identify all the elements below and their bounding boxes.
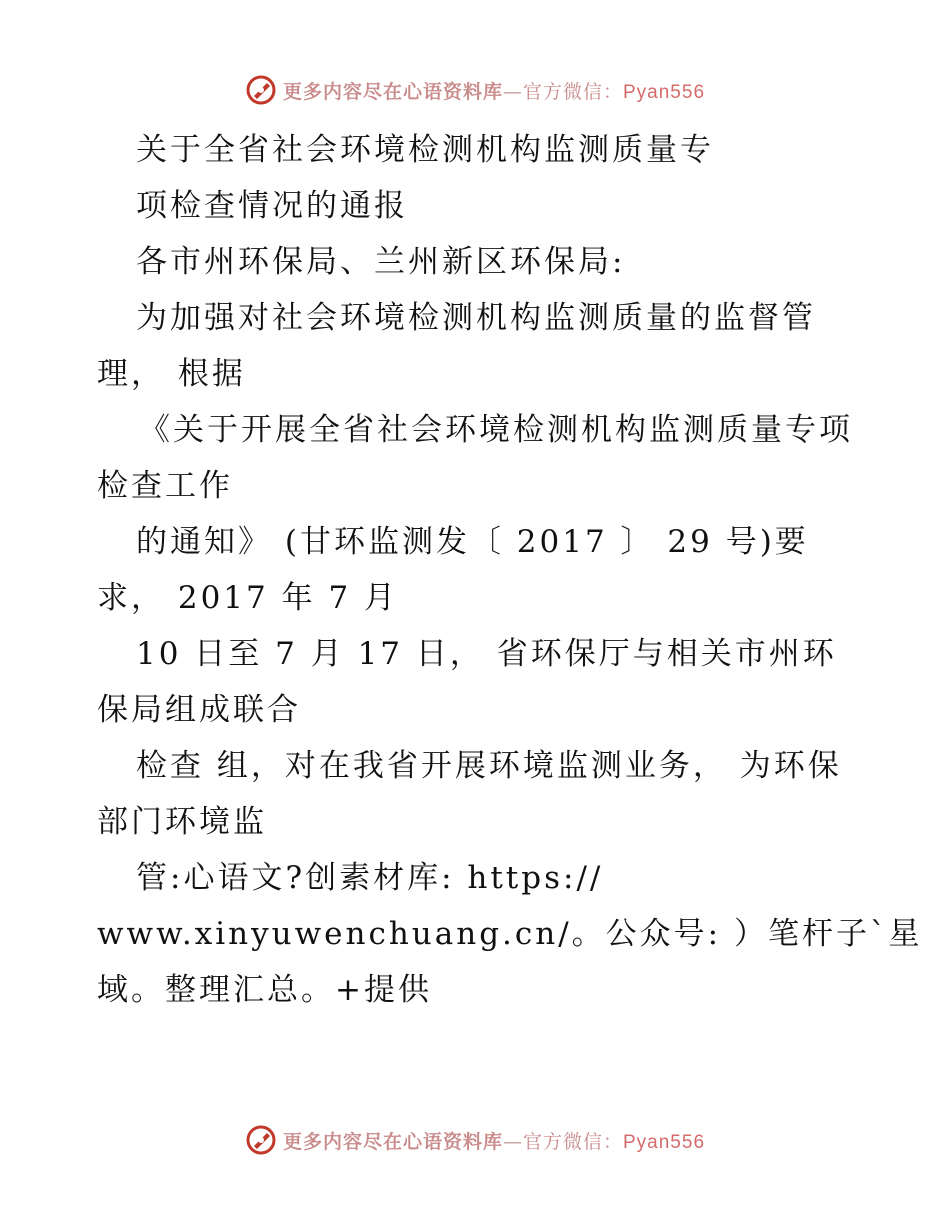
footer-watermark-banner [0, 1120, 950, 1160]
banner-wechat-id: Pyan556 [623, 81, 706, 103]
banner-dash: — [502, 80, 523, 103]
doc-paragraph-line: 检查工作 [97, 468, 233, 504]
doc-paragraph-line: 管:心语文?创素材库: https:// [136, 860, 604, 896]
doc-paragraph-line: 理， 根据 [97, 356, 246, 392]
doc-title-line-2: 项检查情况的通报 [136, 188, 408, 224]
doc-paragraph-line: 保局组成联合 [97, 692, 301, 728]
doc-paragraph-line: 《关于开展全省社会环境检测机构监测质量专项 [139, 412, 853, 448]
doc-paragraph-line: www.xinyuwenchuang.cn/。公众号: ）笔杆子`星 [97, 916, 923, 952]
banner-brand: 更多内容尽在心语资料库 [282, 1130, 503, 1153]
doc-paragraph-line: 部门环境监 [97, 804, 267, 840]
document-body [97, 122, 923, 1018]
banner-text [283, 77, 705, 104]
banner-wechat-label: 官方微信： [522, 80, 623, 103]
banner-text [283, 1127, 705, 1154]
banner-wechat-label: 官方微信： [522, 1130, 623, 1153]
banner-dash: — [502, 1130, 523, 1153]
banner-brand: 更多内容尽在心语资料库 [282, 80, 503, 103]
doc-paragraph-line: 检查 组，对在我省开展环境监测业务， 为环保 [136, 748, 842, 784]
banner-wechat-id: Pyan556 [623, 1131, 706, 1153]
doc-paragraph-line: 域。整理汇总。+提供 [97, 972, 432, 1008]
brand-logo-icon [245, 1124, 277, 1156]
header-watermark-banner [0, 70, 950, 110]
doc-paragraph-line: 求， 2017 年 7 月 [97, 580, 399, 616]
brand-logo-icon [245, 74, 277, 106]
doc-paragraph-line: 为加强对社会环境检测机构监测质量的监督管 [136, 300, 816, 336]
doc-title-line-1: 关于全省社会环境检测机构监测质量专 [136, 132, 714, 168]
doc-salutation: 各市州环保局、兰州新区环保局: [136, 244, 626, 280]
doc-paragraph-line: 的通知》 (甘环监测发〔 2017 〕 29 号)要 [136, 524, 809, 560]
doc-paragraph-line: 10 日至 7 月 17 日， 省环保厅与相关市州环 [136, 636, 837, 672]
